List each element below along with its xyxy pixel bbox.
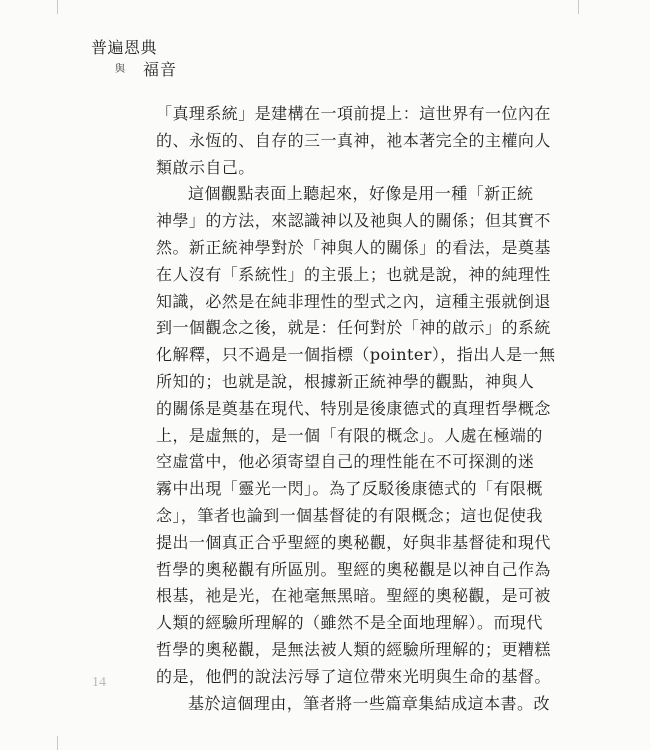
paragraph-2-line-13: 念」，筆者也論到一個基督徒的有限概念；這也促使我	[156, 505, 543, 525]
crop-mark-top-right	[578, 0, 579, 14]
paragraph-3	[156, 691, 550, 718]
paragraph-2-line-19: 的是，他們的說法污辱了這位帶來光明與生命的基督。	[156, 666, 551, 686]
paragraph-2-line-12: 霧中出現「靈光一閃」。為了反駁後康德式的「有限概	[156, 479, 543, 499]
paragraph-2-line-17: 人類的經驗所理解的（雖然不是全面地理解）。而現代	[156, 613, 543, 633]
paragraph-2-line-5: 知識，必然是在純非理性的型式之內，這種主張就倒退	[156, 291, 551, 311]
running-head	[91, 38, 231, 88]
paragraph-2-line-9: 的關係是奠基在現代、特別是後康德式的真理哲學概念	[156, 398, 551, 418]
paragraph-2-line-1: 這個觀點表面上聽起來，好像是用一種「新正統	[188, 184, 534, 204]
paragraph-1	[156, 101, 551, 181]
book-title-line2: 福音	[143, 60, 178, 79]
paragraph-2-line-18: 哲學的奧秘觀，是無法被人類的經驗所理解的；更糟糕	[156, 639, 551, 659]
paragraph-2-line-4: 在人沒有「系統性」的主張上；也就是說，神的純理性	[156, 264, 551, 284]
crop-mark-bottom-left	[57, 736, 58, 750]
paragraph-2-line-7: 化解釋，只不過是一個指標（pointer），指出人是一無	[156, 345, 556, 365]
paragraph-2-line-16: 根基，祂是光，在祂毫無黑暗。聖經的奧秘觀，是可被	[156, 586, 551, 606]
paragraph-2-line-11: 空虛當中，他必須寄望自己的理性能在不可探測的迷	[156, 452, 535, 472]
crop-mark-top-left	[57, 0, 58, 14]
paragraph-1-line-1: 「真理系統」是建構在一項前提上：這世界有一位內在	[156, 104, 551, 123]
book-title-line1: 普遍恩典	[91, 38, 158, 57]
paragraph-2-line-6: 到一個觀念之後，就是：任何對於「神的啟示」的系統	[156, 318, 551, 338]
paragraph-2-line-8: 所知的；也就是說，根據新正統神學的觀點，神與人	[156, 371, 535, 391]
paragraph-1-line-2: 的、永恆的、自存的三一真神，祂本著完全的主權向人	[156, 130, 551, 150]
paragraph-2-line-2: 神學」的方法，來認識神以及祂與人的關係；但其實不	[156, 211, 551, 231]
paragraph-2	[156, 181, 556, 690]
paragraph-2-line-14: 提出一個真正合乎聖經的奧秘觀，好與非基督徒和現代	[156, 532, 551, 552]
paragraph-2-line-10: 上，是虛無的，是一個「有限的概念」。人處在極端的	[156, 425, 543, 445]
page-number: 14	[92, 675, 106, 690]
body-text	[156, 101, 556, 717]
book-title-joiner: 與	[115, 64, 125, 75]
paragraph-2-line-3: 然。新正統神學對於「神與人的關係」的看法，是奠基	[156, 237, 551, 257]
paragraph-3-line-1: 基於這個理由，筆者將一些篇章集結成這本書。改	[188, 693, 550, 713]
paragraph-2-line-15: 哲學的奧秘觀有所區別。聖經的奧秘觀是以神自己作為	[156, 559, 551, 579]
paragraph-1-line-3: 類啟示自己。	[156, 157, 255, 177]
